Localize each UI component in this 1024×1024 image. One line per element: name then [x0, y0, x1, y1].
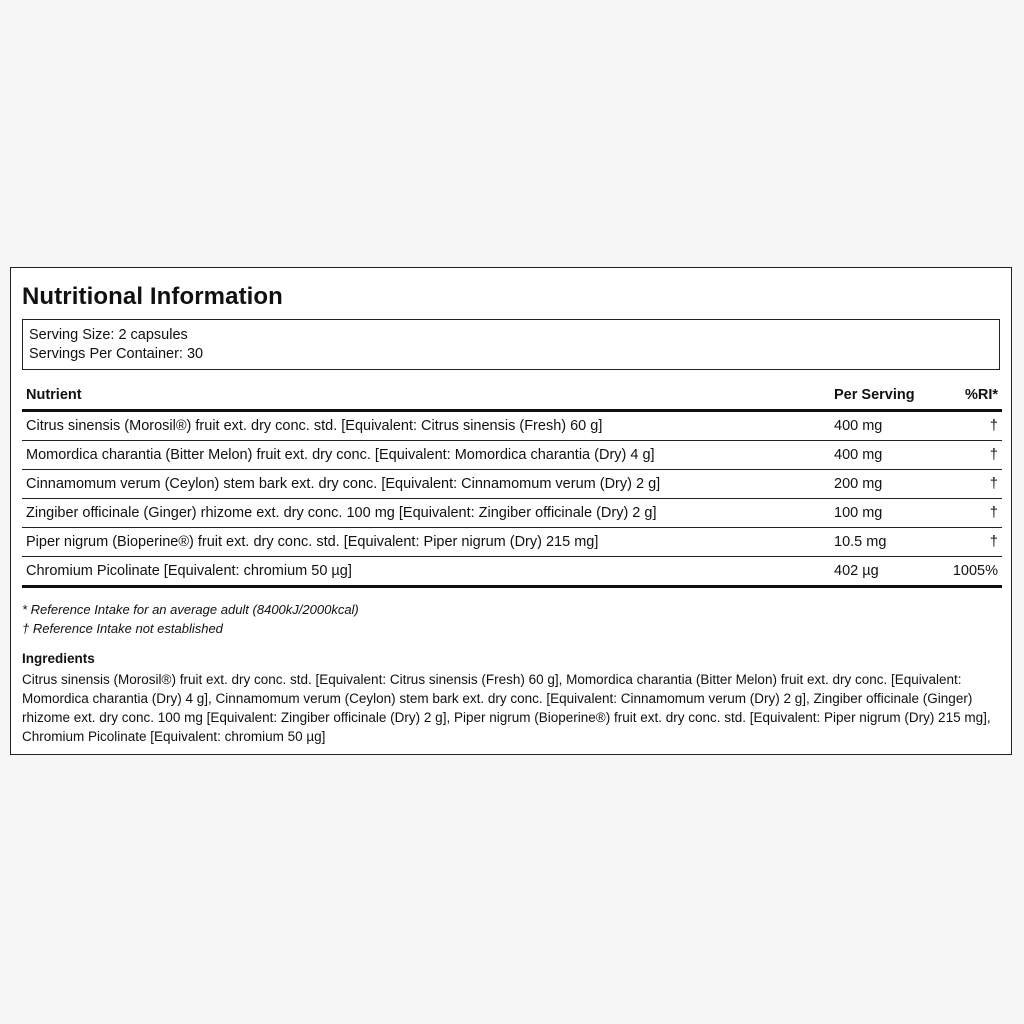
nutrient-name: Cinnamomum verum (Ceylon) stem bark ext. dry conc. [Equivalent: Cinnamomum verum (Dry) 2 g] [22, 470, 830, 499]
per-serving-value: 10.5 mg [830, 528, 938, 557]
nutrient-name: Momordica charantia (Bitter Melon) fruit ext. dry conc. [Equivalent: Momordica charantia (Dry) 4 g] [22, 441, 830, 470]
serving-info-box [22, 319, 1000, 370]
table-row [22, 441, 1002, 470]
ri-value: † [938, 411, 1002, 441]
nutrition-panel [10, 267, 1012, 755]
ri-value: † [938, 441, 1002, 470]
nutrient-name: Piper nigrum (Bioperine®) fruit ext. dry conc. std. [Equivalent: Piper nigrum (Dry) 215 mg] [22, 528, 830, 557]
header-ri: %RI* [938, 377, 1002, 411]
nutrient-name: Zingiber officinale (Ginger) rhizome ext. dry conc. 100 mg [Equivalent: Zingiber officinale (Dry) 2 g] [22, 499, 830, 528]
footnote-reference-intake: * Reference Intake for an average adult (8400kJ/2000kcal) [22, 602, 359, 617]
nutrient-table [22, 377, 1002, 588]
servings-per-container: Servings Per Container: 30 [29, 346, 204, 362]
footnotes [22, 600, 1000, 638]
header-per-serving: Per Serving [830, 377, 938, 411]
per-serving-value: 200 mg [830, 470, 938, 499]
ri-value: 1005% [938, 557, 1002, 587]
nutrient-name: Chromium Picolinate [Equivalent: chromium 50 µg] [22, 557, 830, 587]
ri-value: † [938, 470, 1002, 499]
table-header-row [22, 377, 1002, 411]
ri-value: † [938, 499, 1002, 528]
nutrient-name: Citrus sinensis (Morosil®) fruit ext. dry conc. std. [Equivalent: Citrus sinensis (Fresh) 60 g] [22, 411, 830, 441]
footnote-not-established: † Reference Intake not established [22, 621, 223, 636]
table-row [22, 528, 1002, 557]
ingredients-heading: Ingredients [22, 651, 95, 666]
table-row [22, 557, 1002, 587]
page-title: Nutritional Information [22, 283, 283, 310]
header-nutrient: Nutrient [22, 377, 830, 411]
per-serving-value: 402 µg [830, 557, 938, 587]
per-serving-value: 400 mg [830, 441, 938, 470]
ri-value: † [938, 528, 1002, 557]
per-serving-value: 400 mg [830, 411, 938, 441]
table-row [22, 499, 1002, 528]
table-row [22, 470, 1002, 499]
serving-size: Serving Size: 2 capsules [29, 327, 188, 343]
per-serving-value: 100 mg [830, 499, 938, 528]
table-row [22, 411, 1002, 441]
ingredients-text: Citrus sinensis (Morosil®) fruit ext. dry conc. std. [Equivalent: Citrus sinensis (Fresh) 60 g], Momordica charantia (Bitter Melon) fruit ext. dry conc. [Equivalent: Momordica charantia (Dry) 4 g], Cinnamomum verum (Ceylon) stem bark ext. dry conc. [Equivalent: Cinnamomum verum (Dry) 2 g], Zingiber officinale (Ginger) rhizome ext. dry conc. 100 mg [Equivalent: Zingiber officinale (Dry) 2 g], Piper nigrum (Bioperine®) fruit ext. dry conc. std. [Equivalent: Piper nigrum (Dry) 215 mg], Chromium Picolinate [Equivalent: chromium 50 µg] [22, 672, 991, 744]
